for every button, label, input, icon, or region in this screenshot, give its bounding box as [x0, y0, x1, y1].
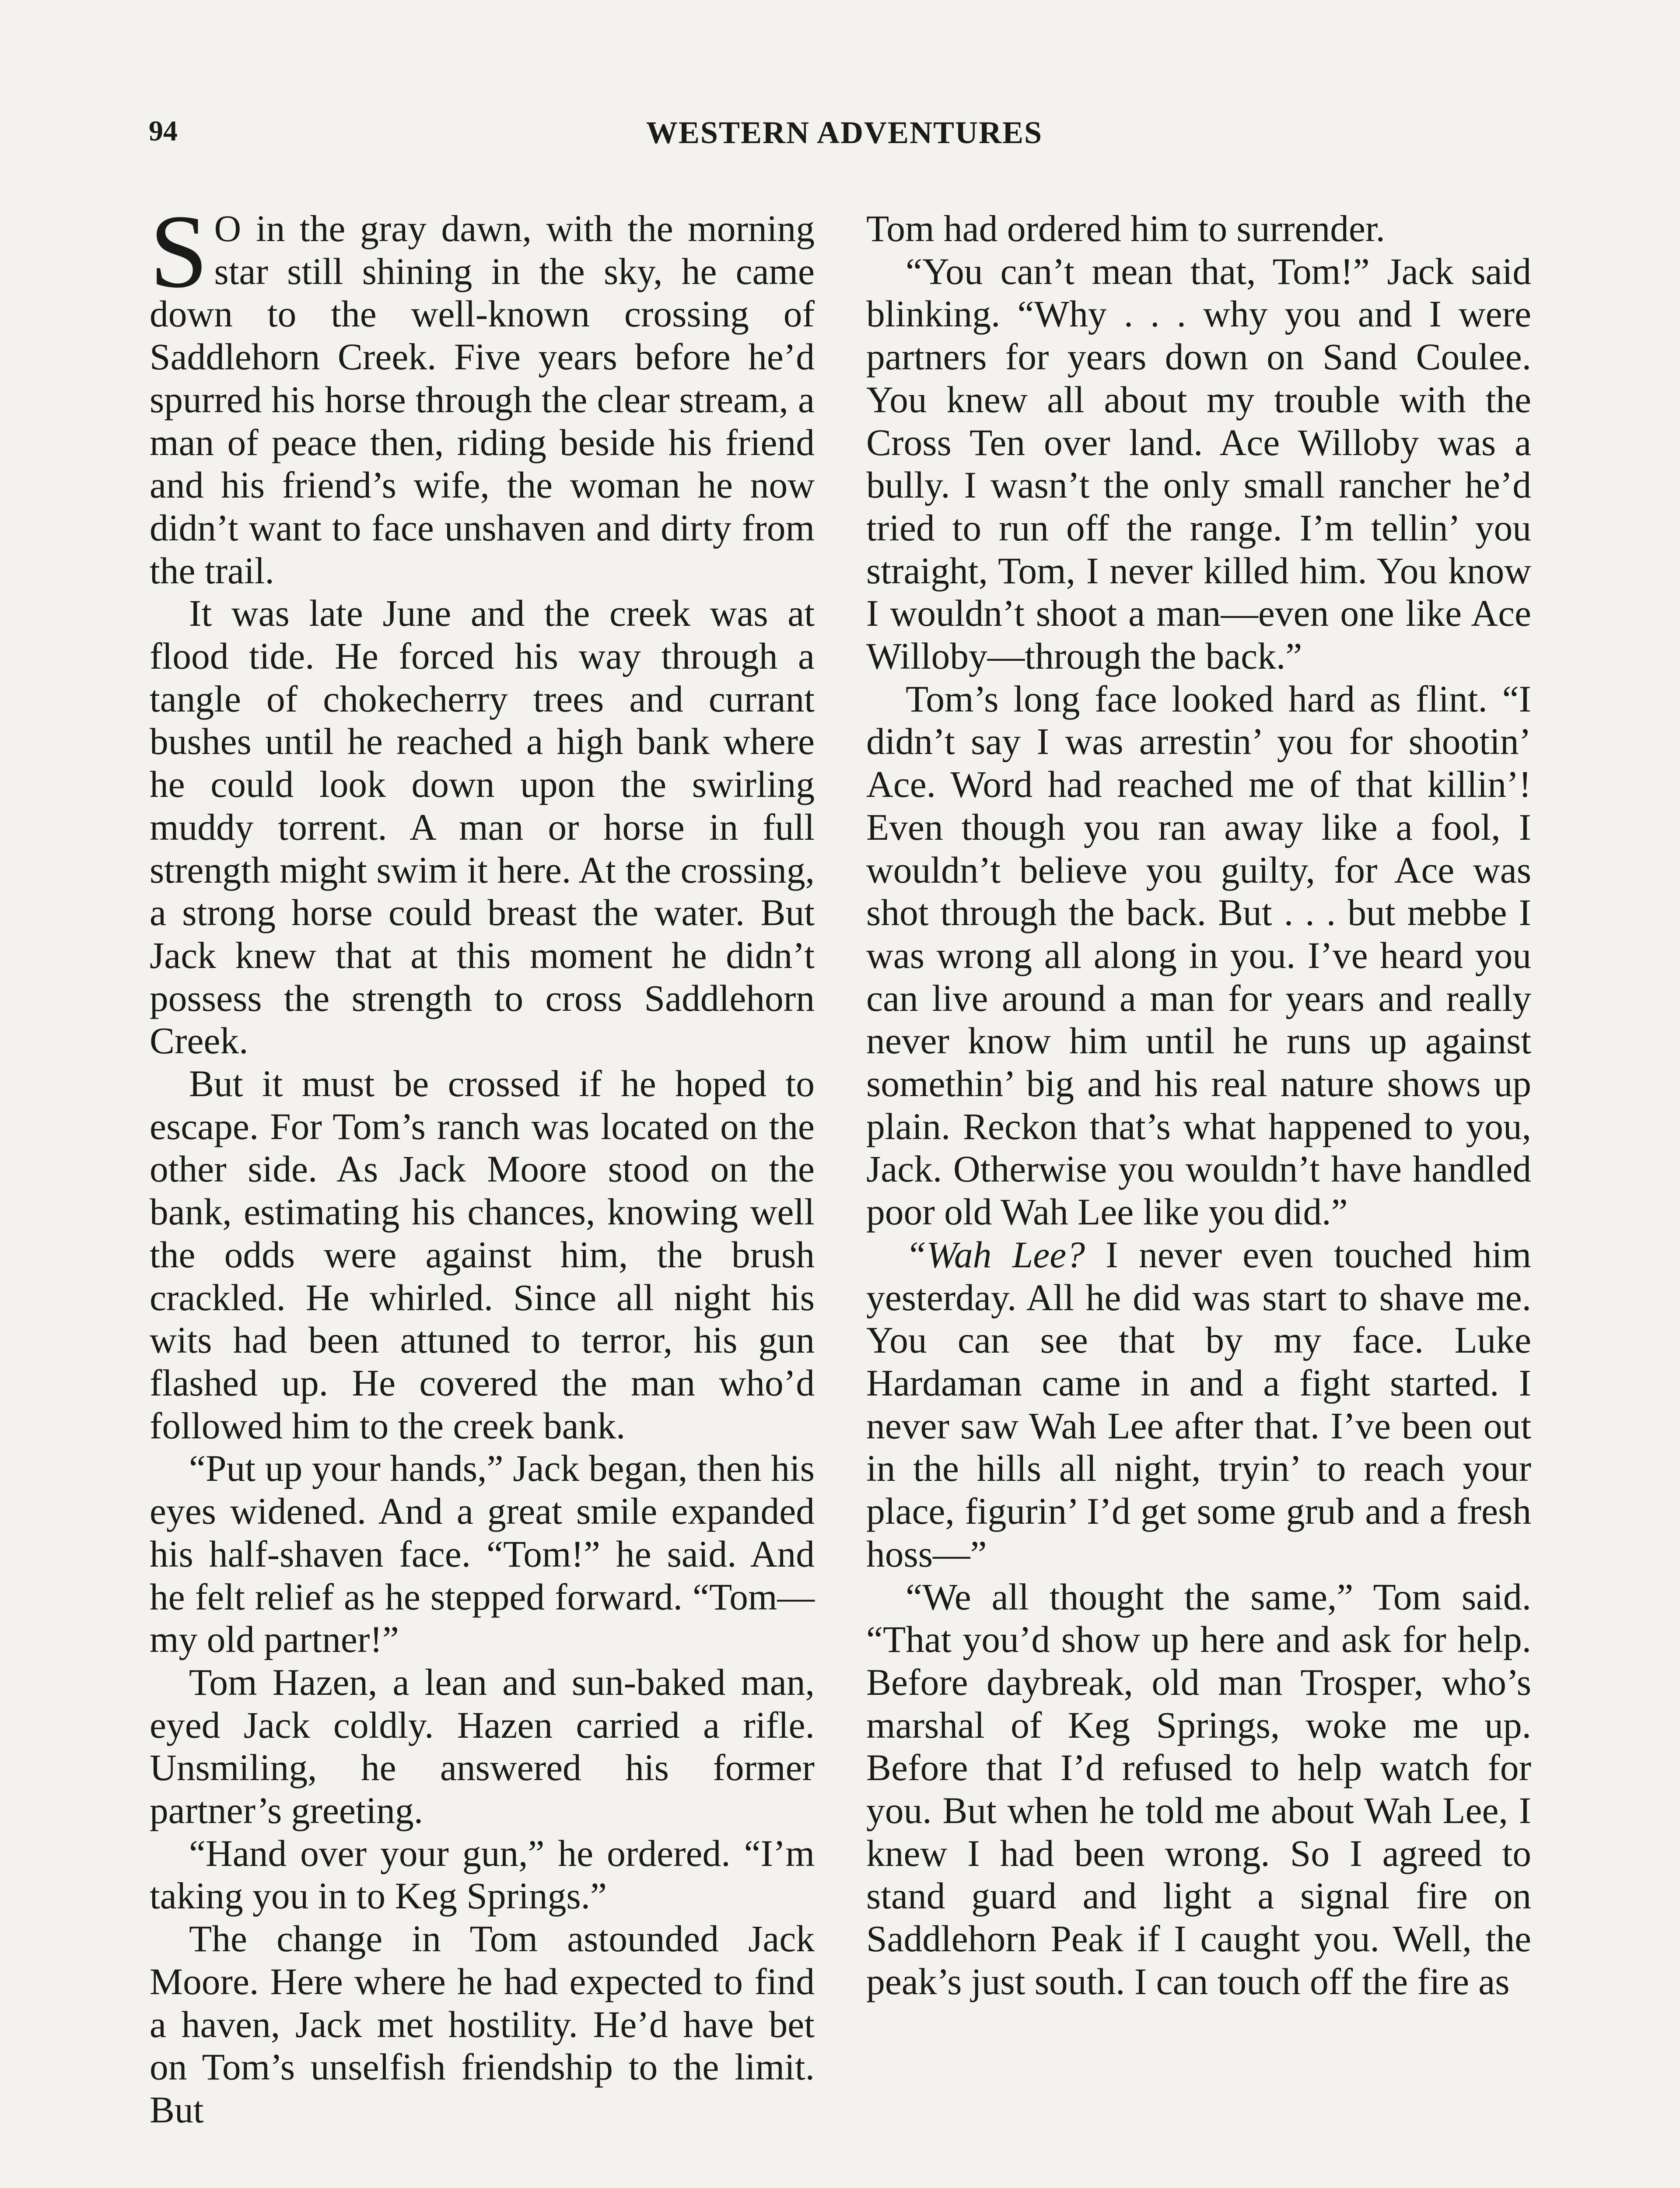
paragraph: “Hand over your gun,” he ordered. “I’m taking you in to Keg Springs.”	[150, 1833, 815, 1917]
paragraph: “Put up your hands,” Jack began, then his eyes widened. And a great smile expanded his half-shaven face. “Tom!” he said. And he felt relief as he stepped forward. “Tom—my old partner!”	[150, 1448, 815, 1661]
paragraph: Tom had ordered him to surrender.	[866, 208, 1385, 249]
right-column	[866, 208, 1531, 2004]
page-number: 94	[149, 115, 178, 147]
paragraph: It was late June and the creek was at flood tide. He forced his way through a tangle of chokecherry trees and currant bushes until he reached a high bank where he could look down upon the swirling muddy torrent. A man or horse in full strength might swim it here. At the crossing, a strong horse could breast the water. But Jack knew that at this moment he didn’t possess the strength to cross Saddlehorn Creek.	[150, 593, 815, 1062]
paragraph: Tom Hazen, a lean and sun-baked man, eyed Jack coldly. Hazen carried a rifle. Unsmiling, he answered his former partner’s greeting.	[150, 1662, 815, 1832]
running-title: WESTERN ADVENTURES	[646, 115, 1043, 150]
paragraph	[150, 193, 815, 593]
italic-text: “Wah Lee?	[906, 1234, 1085, 1276]
paragraph-text: I never even touched him yesterday. All he did was start to shave me. You can see that by my face. Luke Hardaman came in and a fight started. I never saw Wah Lee after that. I’ve been out in the hills all night, tryin’ to reach your place, figurin’ I’d get some grub and a fresh hoss—”	[866, 1234, 1531, 1575]
paragraph-text: O in the gray dawn, with the morning star still shining in the sky, he came down to the well-known crossing of Saddlehorn Creek. Five years before he’d spurred his horse through the clear stream, a man of peace then, riding beside his friend and his friend’s wife, the woman he now didn’t want to face unshaven and dirty from the trail.	[150, 208, 815, 592]
left-column	[150, 193, 815, 2132]
paragraph: But it must be crossed if he hoped to escape. For Tom’s ranch was located on the other side. As Jack Moore stood on the bank, estimating his chances, knowing well the odds were against him, the brush crackled. He whirled. Since all night his wits had been attuned to terror, his gun flashed up. He covered the man who’d followed him to the creek bank.	[150, 1063, 815, 1447]
paragraph: “You can’t mean that, Tom!” Jack said blinking. “Why . . . why you and I were partners for years down on Sand Coulee. You knew all about my trouble with the Cross Ten over land. Ace Willoby was a bully. I wasn’t the only small rancher he’d tried to run off the range. I’m tellin’ you straight, Tom, I never killed him. You know I wouldn’t shoot a man—even one like Ace Willoby—through the back.”	[866, 251, 1531, 677]
page-header	[149, 115, 1540, 167]
paragraph: “We all thought the same,” Tom said. “That you’d show up here and ask for help. Before daybreak, old man Trosper, who’s marshal of Keg Springs, woke me up. Before that I’d refused to help watch for you. But when he told me about Wah Lee, I knew I had been wrong. So I agreed to stand guard and light a signal fire on Saddlehorn Peak if I caught you. Well, the peak’s just south. I can touch off the fire as	[866, 1576, 1531, 2002]
paragraph: The change in Tom astounded Jack Moore. Here where he had expected to find a haven, Jack met hostility. He’d have bet on Tom’s unselfish friendship to the limit. But	[150, 1918, 815, 2131]
paragraph: Tom’s long face looked hard as flint. “I didn’t say I was arrestin’ you for shootin’ Ace. Word had reached me of that killin’! Even though you ran away like a fool, I wouldn’t believe you guilty, for Ace was shot through the back. But . . . but mebbe I was wrong all along in you. I’ve heard you can live around a man for years and really never know him until he runs up against somethin’ big and his real nature shows up plain. Reckon that’s what happened to you, Jack. Otherwise you wouldn’t have handled poor old Wah Lee like you did.”	[866, 678, 1531, 1233]
paragraph	[866, 1234, 1531, 1576]
drop-cap: S	[150, 193, 208, 309]
